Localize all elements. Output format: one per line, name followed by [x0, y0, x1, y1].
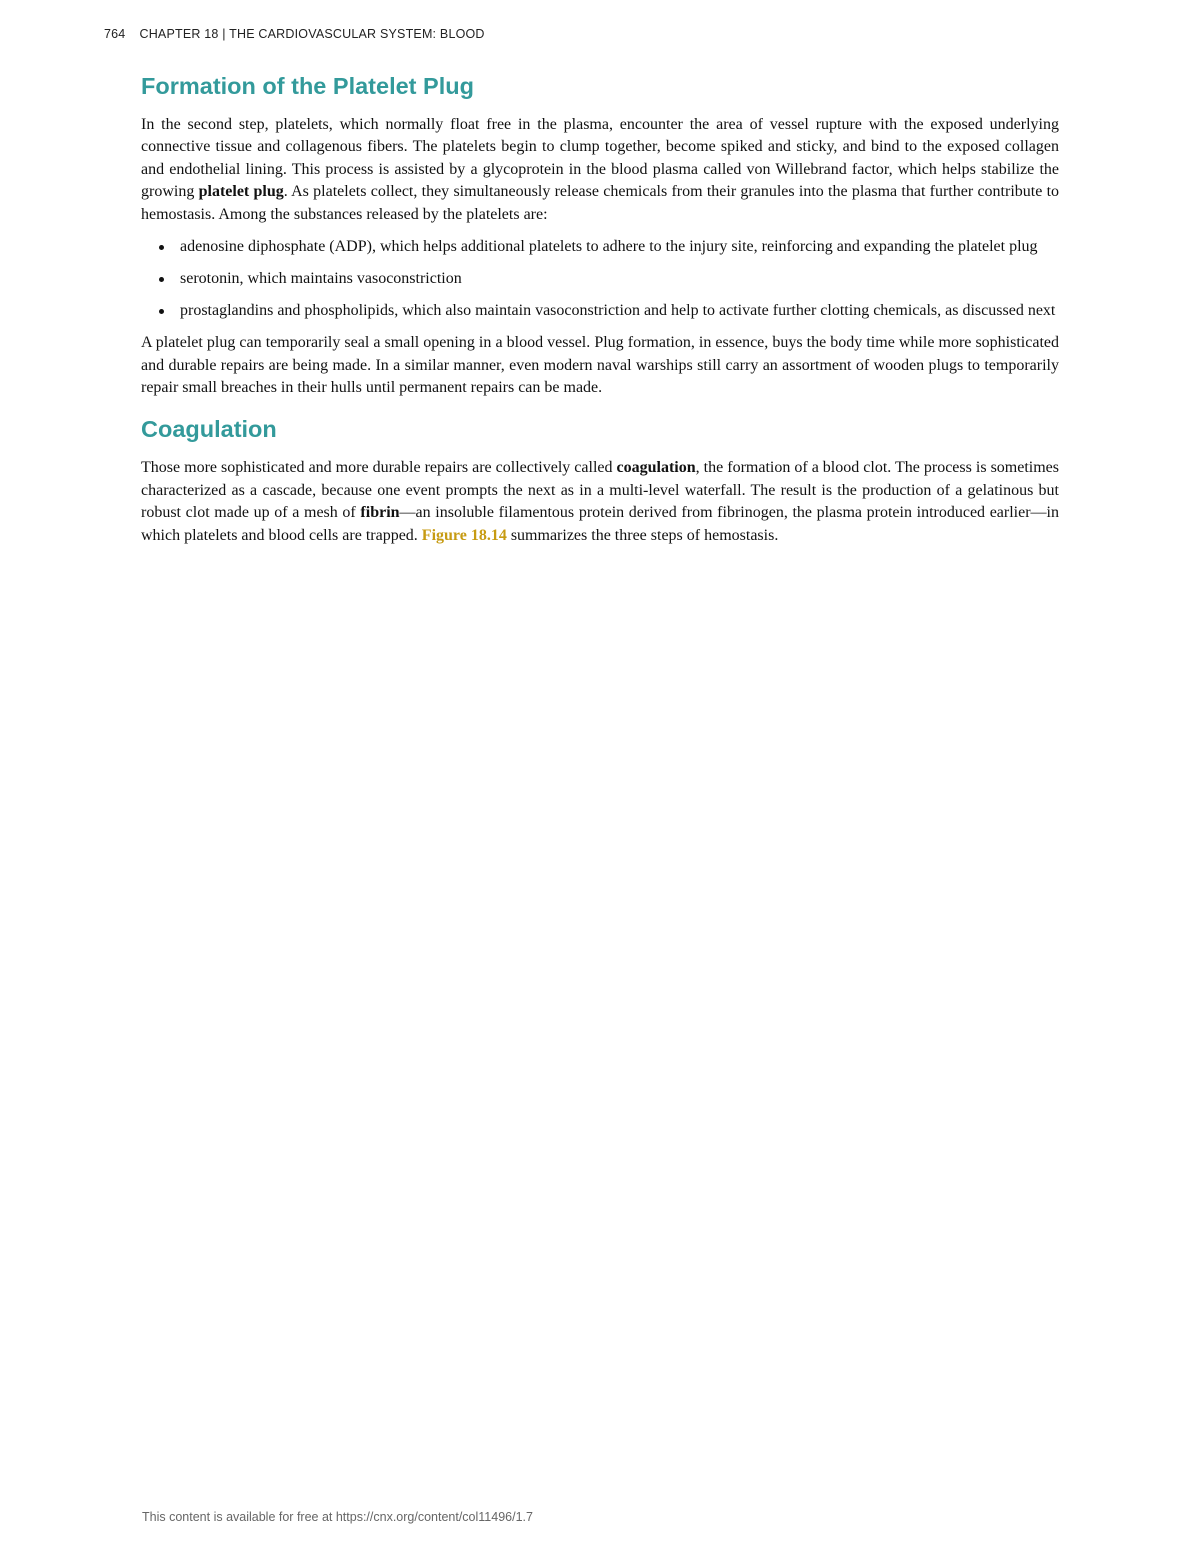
bullet-icon — [159, 309, 164, 314]
key-term-platelet-plug: platelet plug — [198, 183, 284, 201]
list-item-text: prostaglandins and phospholipids, which also maintain vasoconstriction and help to activate further clotting chemicals, as discussed next — [180, 301, 1056, 319]
bullet-icon — [159, 245, 164, 250]
list-item-adp — [141, 236, 1059, 258]
platelet-plug-summary-paragraph: A platelet plug can temporarily seal a small opening in a blood vessel. Plug formation, in essence, buys the body time while more sophisticated and durable repairs are being made. In a similar manner, even modern naval warships still carry an assortment of wooden plugs to temporarily repair small breaches in their hulls until permanent repairs can be made. — [141, 334, 1059, 397]
page-number: 764 — [104, 27, 126, 41]
text-run: Those more sophisticated and more durable repairs are collectively called — [141, 459, 617, 477]
text-run: —an insoluble filamentous protein derived from fibrinogen, the plasma protein introduced earlier—in which platelets and blood cells are trapped. — [141, 504, 1060, 544]
list-item-text: serotonin, which maintains vasoconstriction — [180, 269, 462, 287]
text-run: In the second step, platelets, which normally float free in the plasma, encounter the area of vessel rupture with the exposed underlying connective tissue and collagenous fibers. The platelets begin to clump together, become spiked and sticky, and bind to the exposed collagen and endothelial lining. This process is assisted by a glycoprotein in the blood plasma called von Willebrand factor, which helps stabilize the growing — [141, 116, 1059, 201]
chapter-title: CHAPTER 18 | THE CARDIOVASCULAR SYSTEM: BLOOD — [139, 27, 485, 41]
key-term-coagulation: coagulation — [616, 459, 696, 477]
list-item-text: adenosine diphosphate (ADP), which helps additional platelets to adhere to the injury site, reinforcing and expanding the platelet plug — [180, 238, 1038, 256]
key-term-fibrin: fibrin — [360, 504, 400, 522]
bullet-icon — [159, 277, 164, 282]
text-run: summarizes the three steps of hemostasis. — [506, 526, 779, 544]
page-content — [141, 70, 1059, 557]
list-item-prostaglandins — [141, 300, 1059, 322]
section-heading-platelet-plug: Formation of the Platelet Plug — [141, 73, 474, 99]
coagulation-paragraph — [141, 457, 1059, 547]
list-item-serotonin — [141, 268, 1059, 290]
text-run: , the formation of a blood clot. The process is sometimes characterized as a cascade, because one event prompts the next as in a multi-level waterfall. The result is the production of a gelatinous but robust clot made up of a mesh of — [141, 459, 1060, 522]
text-run: . As platelets collect, they simultaneously release chemicals from their granules into the plasma that further contribute to hemostasis. Among the substances released by the platelets are: — [141, 183, 1060, 223]
substances-list — [141, 236, 1059, 322]
figure-18-14-link[interactable]: Figure 18.14 — [421, 526, 507, 544]
section-heading-coagulation: Coagulation — [141, 416, 277, 443]
footer-availability-note: This content is available for free at https://cnx.org/content/col11496/1.7 — [142, 1510, 533, 1524]
platelet-plug-intro-paragraph — [141, 114, 1059, 226]
running-header — [104, 27, 485, 41]
